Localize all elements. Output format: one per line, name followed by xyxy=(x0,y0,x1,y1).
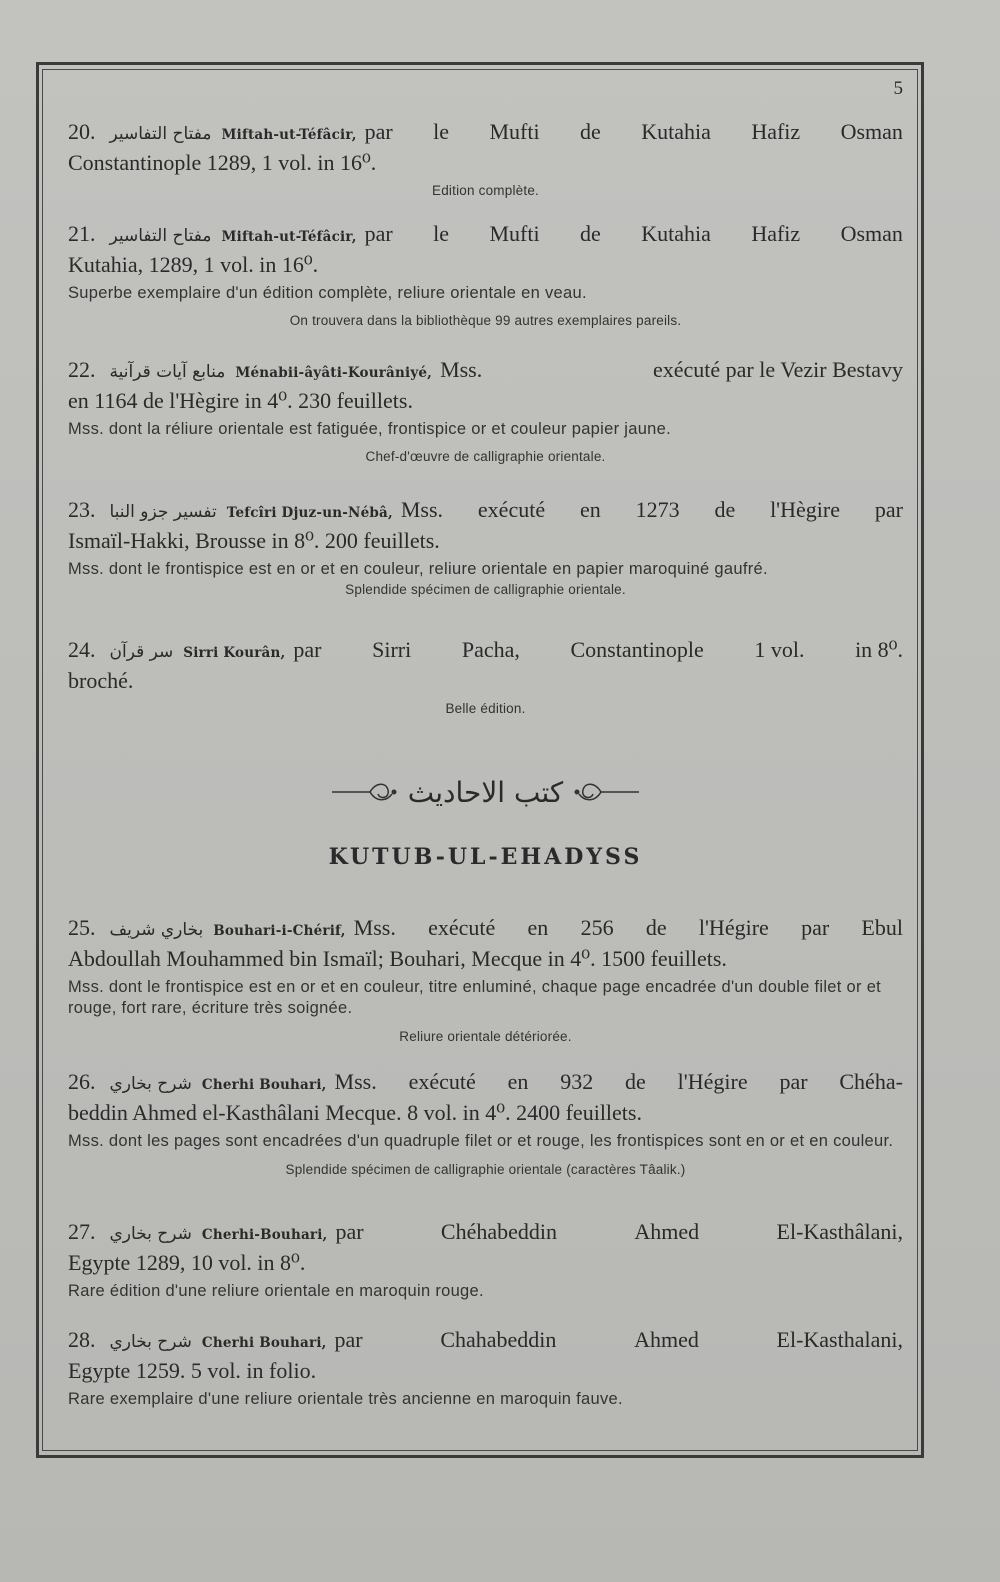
catalogue-entry xyxy=(68,118,903,198)
entry-note: Reliure orientale détériorée. xyxy=(399,1029,572,1044)
entry-line1-rest: par Sirri Pacha, Constantinople 1 vol. in 8⁰. xyxy=(293,637,903,662)
catalogue-entry xyxy=(68,636,903,716)
entry-title: Miftah-ut-Téfâcir, xyxy=(221,127,357,143)
entry-number: 22. xyxy=(68,357,96,382)
entry-line2: Constantinople 1289, 1 vol. in 16⁰. xyxy=(68,150,377,175)
entry-number: 23. xyxy=(68,497,96,522)
catalogue-entry xyxy=(68,1068,903,1177)
section-ornament xyxy=(68,772,903,812)
entry-line1-rest: par le Mufti de Kutahia Hafiz Osman xyxy=(364,221,903,246)
entry-note: Splendide spécimen de calligraphie orientale (caractères Tâalik.) xyxy=(285,1162,686,1177)
entry-line1-rest: Mss. exécuté en 256 de l'Hégire par Ebul xyxy=(353,915,903,940)
entry-number: 24. xyxy=(68,637,96,662)
entry-note: Chef-d'œuvre de calligraphie orientale. xyxy=(365,449,606,464)
entry-title: Sirri Kourân, xyxy=(183,645,286,661)
arabic-title: تفسير جزو النبا xyxy=(109,502,217,522)
entry-title: Tefcîri Djuz-un-Nébâ, xyxy=(226,505,393,521)
arabic-title: سر قرآن xyxy=(109,642,174,662)
entry-title: Cherhi Bouhari, xyxy=(201,1335,327,1351)
entry-title: Ménabii-âyâti-Kourâniyé, xyxy=(235,365,433,381)
entry-description: Rare exemplaire d'une reliure orientale très ancienne en maroquin fauve. xyxy=(68,1390,623,1408)
arabic-title: مفتاح التفاسير xyxy=(109,226,212,246)
entry-title: Bouhari-i-Chérif, xyxy=(213,923,346,939)
entry-description: Mss. dont le frontispice est en or et en couleur, reliure orientale en papier maroquiné gaufré. xyxy=(68,560,768,578)
entry-title: Cherhi-Bouhari, xyxy=(201,1227,328,1243)
catalogue-entry xyxy=(68,914,903,1044)
entry-line1-rest: Mss. exécuté en 1273 de l'Hègire par xyxy=(400,497,903,522)
entry-note: On trouvera dans la bibliothèque 99 autres exemplaires pareils. xyxy=(289,313,682,328)
entry-note: Splendide spécimen de calligraphie orientale. xyxy=(345,582,626,597)
entry-description: Mss. dont les pages sont encadrées d'un quadruple filet or et rouge, les frontispices sont en or et en couleur. xyxy=(68,1132,894,1150)
entry-line2: Abdoullah Mouhammed bin Ismaïl; Bouhari, Mecque in 4⁰. 1500 feuillets. xyxy=(68,946,727,971)
section-arabic-title: كتب الاحاديث xyxy=(407,775,564,809)
entry-line2: Egypte 1289, 10 vol. in 8⁰. xyxy=(68,1250,306,1275)
page-number: 5 xyxy=(893,78,903,99)
entry-number: 27. xyxy=(68,1219,96,1244)
entry-line2: beddin Ahmed el-Kasthâlani Mecque. 8 vol. in 4⁰. 2400 feuillets. xyxy=(68,1100,642,1125)
catalogue-entry xyxy=(68,496,903,597)
entry-line1-rest: par le Mufti de Kutahia Hafiz Osman xyxy=(364,119,903,144)
catalogue-entry xyxy=(68,356,903,464)
entry-line2: Ismaïl-Hakki, Brousse in 8⁰. 200 feuillets. xyxy=(68,528,440,553)
entry-line1-rest: Mss. exécuté par le Vezir Bestavy xyxy=(440,357,903,382)
entry-line2: Kutahia, 1289, 1 vol. in 16⁰. xyxy=(68,252,319,277)
entry-number: 26. xyxy=(68,1069,96,1094)
entry-number: 28. xyxy=(68,1327,96,1352)
entry-line1-rest: par Chahabeddin Ahmed El-Kasthalani, xyxy=(334,1327,903,1352)
arabic-title: بخاري شريف xyxy=(109,920,204,940)
entry-line1-rest: par Chéhabeddin Ahmed El-Kasthâlani, xyxy=(335,1219,903,1244)
entry-description: Mss. dont le frontispice est en or et en couleur, titre enluminé, chaque page encadrée d'un double filet or et rouge, fort rare, écriture très soignée. xyxy=(68,978,882,1017)
entry-number: 20. xyxy=(68,119,96,144)
flourish-left-icon xyxy=(330,780,400,804)
arabic-title: مفتاح التفاسير xyxy=(109,124,212,144)
catalogue-entry xyxy=(68,1326,903,1410)
entry-line1-rest: Mss. exécuté en 932 de l'Hégire par Chéha- xyxy=(334,1069,903,1094)
arabic-title: منابع آيات قرآنية xyxy=(109,362,226,382)
entry-line2: broché. xyxy=(68,668,134,693)
catalogue-entry xyxy=(68,1218,903,1302)
catalogue-entry xyxy=(68,220,903,328)
entry-note: Belle édition. xyxy=(445,701,526,716)
arabic-title: شرح بخاري xyxy=(109,1074,192,1094)
entry-description: Superbe exemplaire d'un édition complète, reliure orientale en veau. xyxy=(68,284,587,302)
entry-note: Edition complète. xyxy=(432,183,539,198)
entry-line2: Egypte 1259. 5 vol. in folio. xyxy=(68,1358,317,1383)
entry-title: Miftah-ut-Téfâcir, xyxy=(221,229,357,245)
entry-line2: en 1164 de l'Hègire in 4⁰. 230 feuillets. xyxy=(68,388,413,413)
arabic-title: شرح بخاري xyxy=(109,1224,192,1244)
entry-description: Mss. dont la réliure orientale est fatiguée, frontispice or et couleur papier jaune. xyxy=(68,420,672,438)
entry-title: Cherhi Bouhari, xyxy=(201,1077,327,1093)
section-heading: KUTUB-UL-EHADYSS xyxy=(328,844,643,870)
entry-number: 21. xyxy=(68,221,96,246)
flourish-right-icon xyxy=(571,780,641,804)
arabic-title: شرح بخاري xyxy=(109,1332,192,1352)
entry-number: 25. xyxy=(68,915,96,940)
entry-description: Rare édition d'une reliure orientale en maroquin rouge. xyxy=(68,1282,484,1300)
